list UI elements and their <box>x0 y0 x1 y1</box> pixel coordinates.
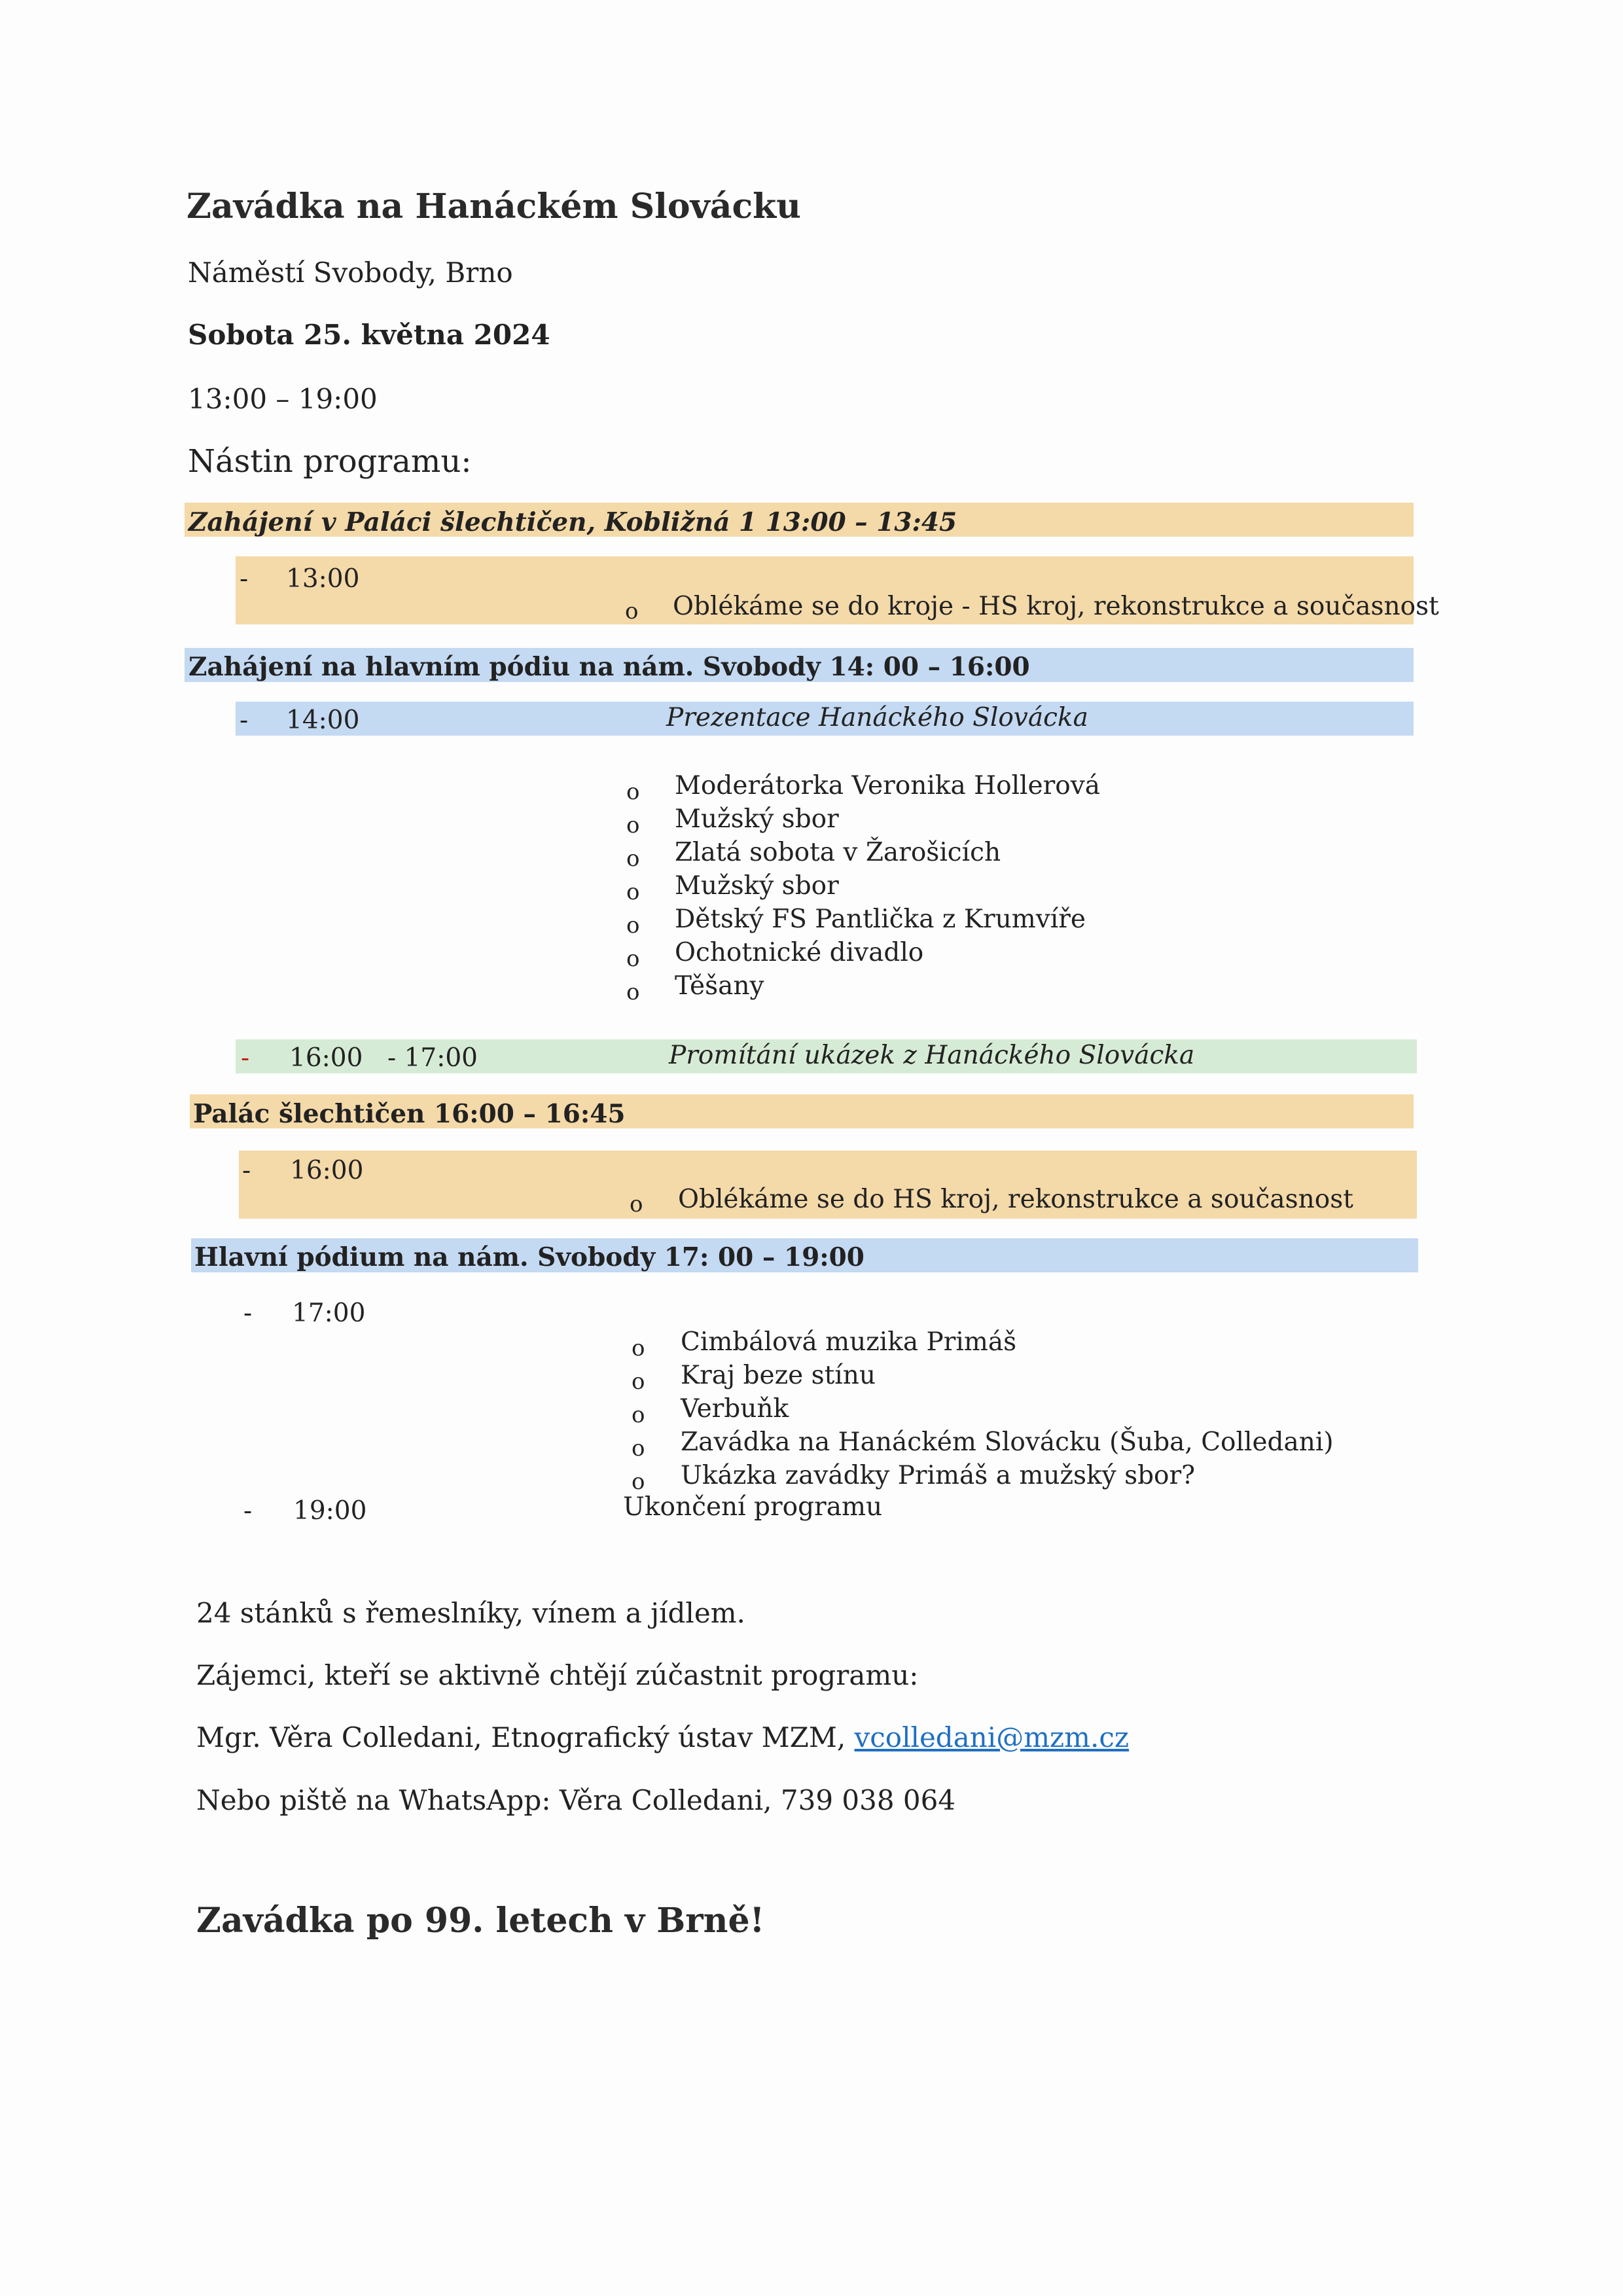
list-item: Těšany <box>675 971 764 1001</box>
interested-text: Zájemci, kteří se aktivně chtějí zúčastnit programu: <box>196 1659 919 1691</box>
section-heading-4: Hlavní pódium na nám. Svobody 17: 00 – 19:00 <box>194 1242 865 1272</box>
bullet-marker: o <box>626 879 640 905</box>
closing-slogan: Zavádka po 99. letech v Brně! <box>196 1901 765 1941</box>
bullet-marker: o <box>630 1191 643 1217</box>
list-item: Zavádka na Hanáckém Slovácku (Šuba, Colledani) <box>681 1427 1334 1457</box>
event-date: Sobota 25. května 2024 <box>188 319 550 351</box>
bullet-marker: o <box>626 912 640 939</box>
list-item: Mužský sbor <box>675 804 839 834</box>
slot-time-3: 16:00 <box>290 1156 364 1185</box>
list-item: Mužský sbor <box>675 871 839 901</box>
stalls-text: 24 stánků s řemeslníky, vínem a jídlem. <box>196 1597 745 1629</box>
slot-time-extra: 16:00 <box>289 1043 363 1073</box>
contact-email-link[interactable]: vcolledani@mzm.cz <box>854 1721 1129 1753</box>
dash-marker: - <box>240 564 249 594</box>
screening-subtitle: Promítání ukázek z Hanáckého Slovácka <box>669 1041 1195 1070</box>
bullet-marker: o <box>632 1469 645 1495</box>
slot-time-4: 17:00 <box>292 1299 366 1328</box>
slot-time-2: 14:00 <box>286 706 360 735</box>
section-heading-1: Zahájení v Paláci šlechtičen, Kobližná 1 13:00 – 13:45 <box>188 507 957 537</box>
dash-marker: - <box>243 1496 253 1526</box>
bullet-marker: o <box>632 1402 645 1428</box>
slot-time-1: 13:00 <box>286 564 360 594</box>
list-item: Kraj beze stínu <box>681 1361 876 1390</box>
section-heading-3: Palác šlechtičen 16:00 – 16:45 <box>193 1099 626 1129</box>
slot-time-extra-end: - 17:00 <box>387 1043 478 1073</box>
list-item: Oblékáme se do HS kroj, rekonstrukce a současnost <box>678 1185 1353 1214</box>
list-item: Zlatá sobota v Žarošicích <box>675 838 1001 867</box>
event-location: Náměstí Svobody, Brno <box>188 257 513 289</box>
bullet-marker: o <box>626 779 640 805</box>
bullet-marker: o <box>632 1369 645 1395</box>
slot-subtitle-2: Prezentace Hanáckého Slovácka <box>666 703 1088 732</box>
contact-name: Mgr. Věra Colledani, Etnografický ústav MZM, <box>196 1721 855 1753</box>
contact-line <box>196 1721 1129 1753</box>
bullet-marker: o <box>626 846 640 872</box>
list-item: Ochotnické divadlo <box>675 938 924 967</box>
bullet-marker: o <box>626 979 640 1005</box>
program-heading: Nástin programu: <box>188 443 472 480</box>
list-item: Oblékáme se do kroje - HS kroj, rekonstrukce a současnost <box>673 592 1439 621</box>
bullet-marker: o <box>625 598 639 624</box>
bullet-marker: o <box>626 812 640 838</box>
document-title: Zavádka na Hanáckém Slovácku <box>187 187 801 226</box>
event-time: 13:00 – 19:00 <box>188 383 378 415</box>
list-item: Cimbálová muzika Primáš <box>681 1327 1017 1357</box>
dash-marker: - <box>243 1299 253 1328</box>
whatsapp-text: Nebo piště na WhatsApp: Věra Colledani, 739 038 064 <box>196 1784 956 1816</box>
bullet-marker: o <box>632 1335 645 1361</box>
end-label: Ukončení programu <box>623 1492 883 1522</box>
list-item: Moderátorka Veronika Hollerová <box>675 771 1101 800</box>
section-heading-2: Zahájení na hlavním pódiu na nám. Svobody 14: 00 – 16:00 <box>188 652 1030 682</box>
dash-marker: - <box>242 1156 251 1185</box>
end-time: 19:00 <box>293 1496 367 1526</box>
dash-marker: - <box>241 1043 250 1073</box>
list-item: Ukázka zavádky Primáš a mužský sbor? <box>681 1461 1196 1490</box>
dash-marker: - <box>240 706 249 735</box>
bullet-marker: o <box>632 1435 645 1462</box>
list-item: Verbuňk <box>681 1394 789 1424</box>
bullet-marker: o <box>626 946 640 972</box>
list-item: Dětský FS Pantlička z Krumvíře <box>675 905 1086 934</box>
